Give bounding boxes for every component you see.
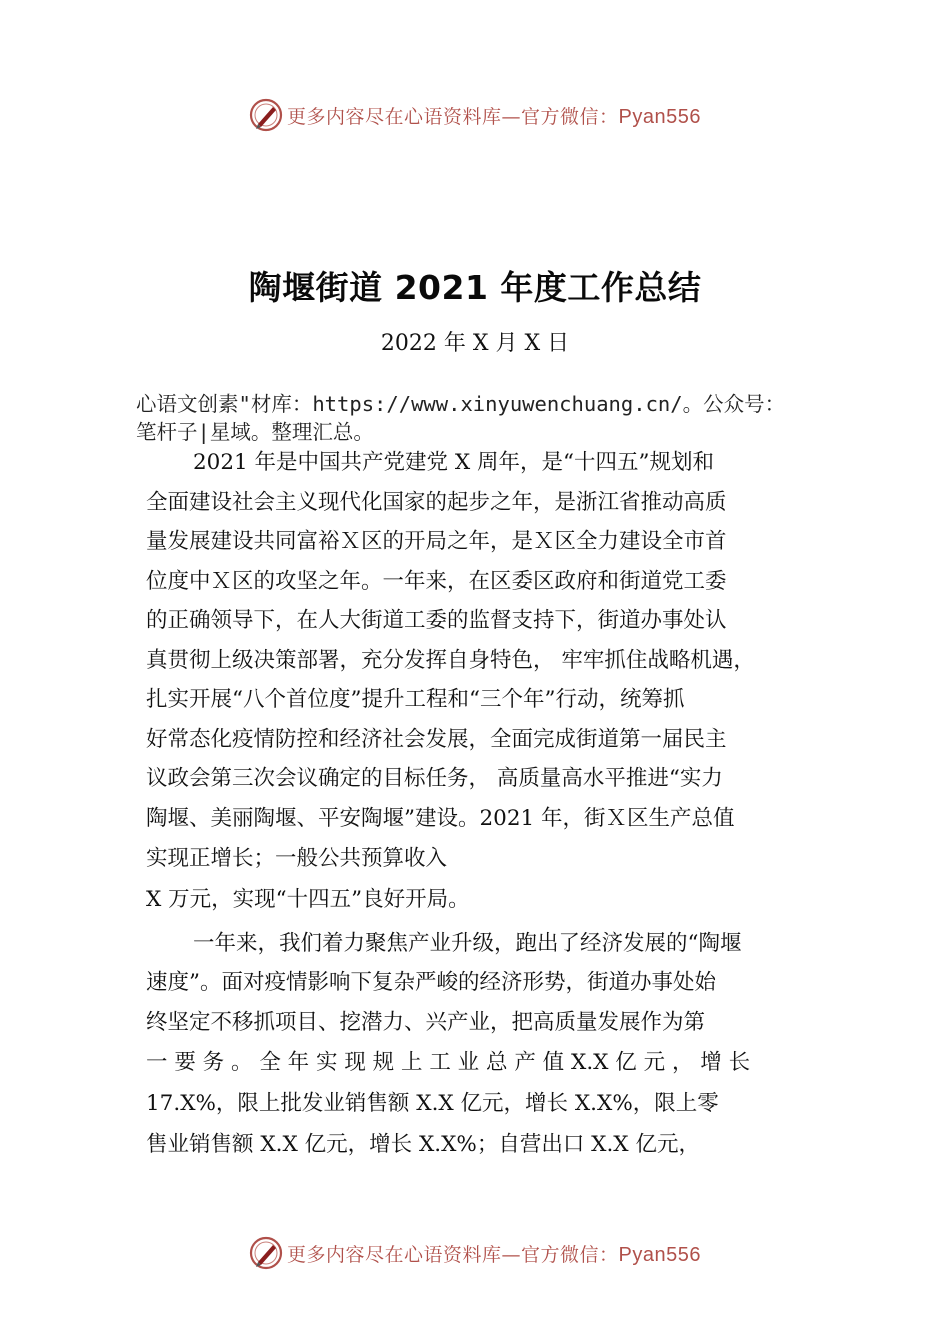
text-line: 位度中Ｘ区的攻坚之年。一年来，在区委区政府和街道党工委 [146, 569, 727, 594]
text-line: 真贯彻上级决策部署，充分发挥自身特色， 牢牢抓住战略机遇， [146, 648, 755, 673]
text-line: 17.X%，限上批发业销售额 X.X 亿元，增长 X.X%，限上零 [146, 1091, 719, 1116]
watermark-text: 更多内容尽在心语资料库—官方微信：Pyan556 [287, 105, 701, 128]
text-line: 陶堰、美丽陶堰、平安陶堰”建设。2021 年，街Ｘ区生产总值 [146, 806, 735, 831]
text-line: 一年来，我们着力聚焦产业升级，跑出了经济发展的“陶堰 [193, 931, 742, 956]
text-line: 实现正增长；一般公共预算收入 [146, 846, 448, 871]
text-line: 量发展建设共同富裕Ｘ区的开局之年，是Ｘ区全力建设全市首 [146, 529, 727, 554]
document-date: 2022 年 X 月 X 日 [380, 331, 570, 356]
header-watermark [0, 95, 950, 135]
pen-logo-icon [249, 1236, 283, 1270]
text-line: 终坚定不移抓项目、挖潜力、兴产业，把高质量发展作为第 [146, 1010, 706, 1035]
text-line: 一 要 务 。 全 年 实 现 规 上 工 业 总 产 值 X.X 亿 元 ， 增 长 [146, 1050, 751, 1075]
source-note [136, 390, 861, 446]
text-line: 全面建设社会主义现代化国家的起步之年，是浙江省推动高质 [146, 490, 727, 515]
text-line: 售业销售额 X.X 亿元，增长 X.X%；自营出口 X.X 亿元， [146, 1132, 700, 1157]
source-line: 笔杆子|星域。整理汇总。 [136, 420, 374, 444]
text-line: 议政会第三次会议确定的目标任务， 高质量高水平推进“实力 [146, 766, 723, 791]
watermark-text: 更多内容尽在心语资料库—官方微信：Pyan556 [287, 1243, 701, 1266]
text-line: X 万元，实现“十四五”良好开局。 [146, 887, 470, 912]
text-line: 的正确领导下，在人大街道工委的监督支持下，街道办事处认 [146, 608, 727, 633]
text-line: 2021 年是中国共产党建党 X 周年，是“十四五”规划和 [193, 450, 715, 475]
text-line: 扎实开展“八个首位度”提升工程和“三个年”行动，统筹抓 [146, 687, 685, 712]
text-line: 好常态化疫情防控和经济社会发展，全面完成街道第一届民主 [146, 727, 727, 752]
document-title: 陶堰街道 2021 年度工作总结 [248, 268, 702, 307]
text-line: 速度”。面对疫情影响下复杂严峻的经济形势，街道办事处始 [146, 970, 716, 995]
footer-watermark [0, 1233, 950, 1273]
source-line: 心语文创素"材库：https://www.xinyuwenchuang.cn/。公众号： [136, 392, 786, 416]
wechat-handle: Pyan556 [618, 105, 701, 128]
wechat-handle: Pyan556 [618, 1243, 701, 1266]
pen-logo-icon [249, 98, 283, 132]
